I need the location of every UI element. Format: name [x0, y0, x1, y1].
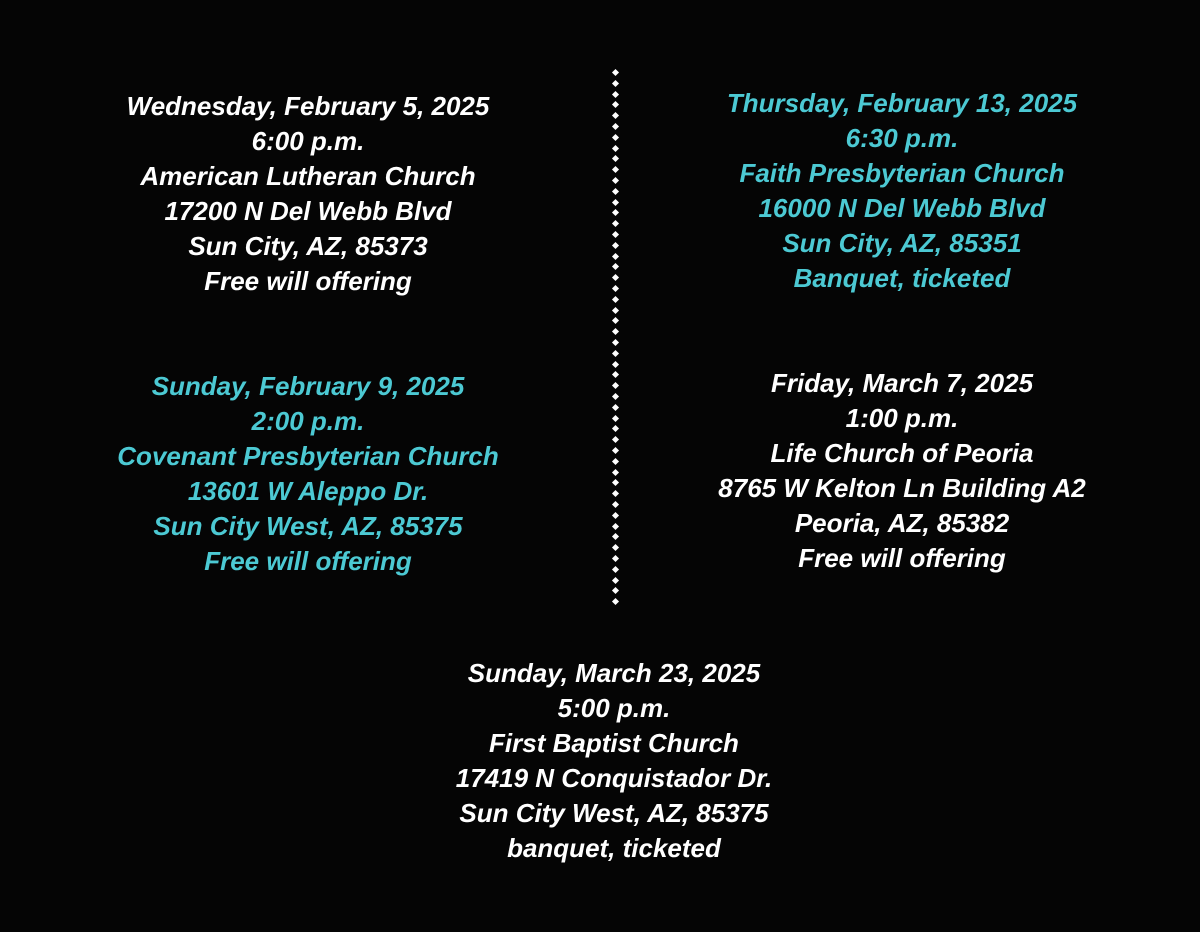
divider-diamond [612, 436, 619, 443]
divider-diamond [612, 101, 619, 108]
divider-diamond [612, 339, 619, 346]
divider-diamond [612, 371, 619, 378]
event-time: 5:00 p.m. [557, 693, 671, 723]
divider-diamond [612, 307, 619, 314]
divider-diamond [612, 490, 619, 497]
event-venue: Covenant Presbyterian Church [117, 441, 499, 471]
divider-diamond [612, 209, 619, 216]
event-date: Thursday, February 13, 2025 [726, 88, 1078, 118]
divider-diamond [612, 166, 619, 173]
event-note: banquet, ticketed [507, 833, 721, 863]
divider-diamond [612, 458, 619, 465]
divider-diamond [612, 501, 619, 508]
divider-diamond [612, 404, 619, 411]
divider-diamond [612, 512, 619, 519]
event-note: Free will offering [798, 543, 1006, 573]
event-time: 6:00 p.m. [251, 126, 365, 156]
event-address: 8765 W Kelton Ln Building A2 [718, 473, 1086, 503]
divider-diamond [612, 69, 619, 76]
divider-diamond [612, 123, 619, 130]
divider-diamond [612, 253, 619, 260]
event-address: 16000 N Del Webb Blvd [758, 193, 1046, 223]
divider-diamond [612, 231, 619, 238]
event-date: Friday, March 7, 2025 [770, 368, 1034, 398]
event-city: Sun City West, AZ, 85375 [153, 511, 463, 541]
divider-diamond [612, 91, 619, 98]
divider-diamond [612, 544, 619, 551]
event-block-feb-13 [652, 86, 1152, 296]
event-note: Banquet, ticketed [793, 263, 1011, 293]
divider-diamond [612, 134, 619, 141]
divider-diamond [612, 447, 619, 454]
event-note: Free will offering [204, 546, 412, 576]
dotted-divider [610, 70, 624, 606]
event-block-mar-7 [652, 366, 1152, 576]
event-block-feb-5 [58, 89, 558, 299]
divider-diamond [612, 533, 619, 540]
divider-diamond [612, 393, 619, 400]
event-block-mar-23 [364, 656, 864, 866]
divider-diamond [612, 587, 619, 594]
divider-diamond [612, 220, 619, 227]
divider-diamond [612, 415, 619, 422]
event-city: Peoria, AZ, 85382 [794, 508, 1010, 538]
event-address: 13601 W Aleppo Dr. [187, 476, 429, 506]
divider-diamond [612, 555, 619, 562]
divider-diamond [612, 361, 619, 368]
divider-diamond [612, 469, 619, 476]
event-venue: Life Church of Peoria [770, 438, 1034, 468]
divider-diamond [612, 285, 619, 292]
divider-diamond [612, 177, 619, 184]
event-venue: First Baptist Church [489, 728, 739, 758]
divider-diamond [612, 523, 619, 530]
divider-diamond [612, 425, 619, 432]
event-time: 1:00 p.m. [845, 403, 959, 433]
event-date: Sunday, March 23, 2025 [467, 658, 761, 688]
divider-diamond [612, 188, 619, 195]
event-address: 17419 N Conquistador Dr. [455, 763, 773, 793]
event-city: Sun City, AZ, 85373 [188, 231, 428, 261]
event-note: Free will offering [204, 266, 412, 296]
divider-diamond [612, 155, 619, 162]
event-time: 2:00 p.m. [251, 406, 365, 436]
event-time: 6:30 p.m. [845, 123, 959, 153]
divider-diamond [612, 145, 619, 152]
event-date: Sunday, February 9, 2025 [151, 371, 465, 401]
divider-diamond [612, 296, 619, 303]
divider-diamond [612, 263, 619, 270]
event-venue: American Lutheran Church [140, 161, 476, 191]
divider-diamond [612, 317, 619, 324]
event-city: Sun City West, AZ, 85375 [459, 798, 769, 828]
event-city: Sun City, AZ, 85351 [782, 228, 1022, 258]
event-venue: Faith Presbyterian Church [739, 158, 1065, 188]
divider-diamond [612, 350, 619, 357]
divider-diamond [612, 242, 619, 249]
divider-diamond [612, 598, 619, 605]
divider-diamond [612, 199, 619, 206]
event-block-feb-9 [58, 369, 558, 579]
divider-diamond [612, 274, 619, 281]
divider-diamond [612, 382, 619, 389]
divider-diamond [612, 112, 619, 119]
event-date: Wednesday, February 5, 2025 [126, 91, 490, 121]
divider-diamond [612, 328, 619, 335]
divider-diamond [612, 479, 619, 486]
divider-diamond [612, 80, 619, 87]
divider-diamond [612, 566, 619, 573]
event-address: 17200 N Del Webb Blvd [164, 196, 452, 226]
divider-diamond [612, 577, 619, 584]
